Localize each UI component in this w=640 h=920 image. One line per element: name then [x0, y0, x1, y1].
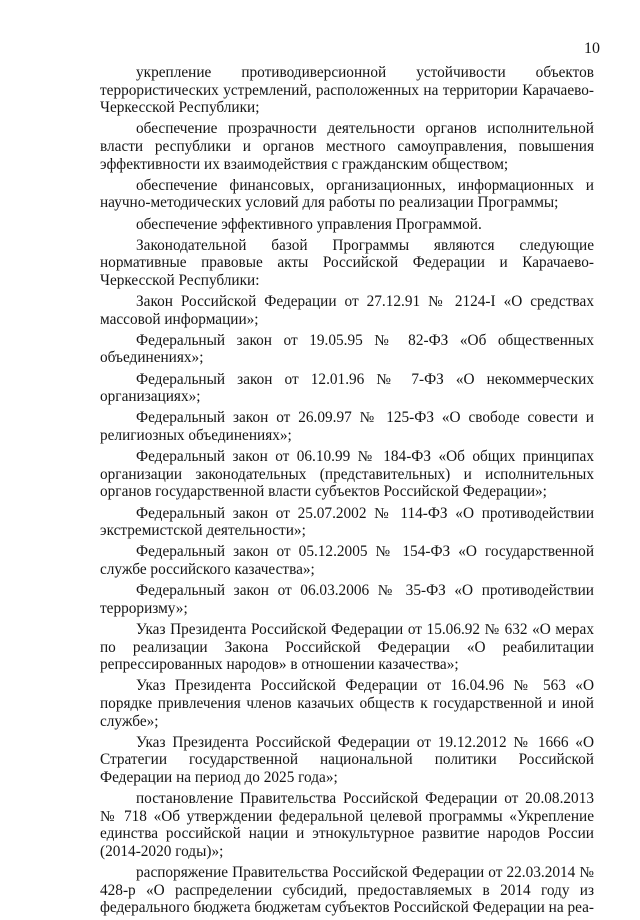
paragraph: Федеральный закон от 25.07.2002 № 114-ФЗ «О противодействии экстремистской деятельности»;: [100, 504, 594, 540]
paragraph: обеспечение финансовых, организационных, информационных и научно-методических условий для работы по реализации Программы;: [100, 176, 594, 212]
paragraph: укрепление противодиверсионной устойчивости объектов террористических устремлений, расположенных на территории Карачаево-Черкесской Республики;: [100, 64, 594, 117]
paragraph: Законодательной базой Программы являются следующие нормативные правовые акты Российской Федерации и Карачаево-Черкесской Республики:: [100, 236, 594, 289]
paragraph: обеспечение прозрачности деятельности органов исполнительной власти республики и органов местного самоуправления, повышения эффективности их взаимодействия с гражданским обществом;: [100, 120, 594, 173]
paragraph: Федеральный закон от 19.05.95 № 82-ФЗ «Об общественных объединениях»;: [100, 331, 594, 367]
paragraph: Федеральный закон от 06.10.99 № 184-ФЗ «Об общих принципах организации законодательных (представительных) и исполнительных органов государственной власти субъектов Российской Федерации»;: [100, 448, 594, 501]
paragraph: Федеральный закон от 12.01.96 № 7-ФЗ «О некоммерческих организациях»;: [100, 370, 594, 406]
document-body: [100, 64, 594, 920]
paragraph: постановление Правительства Российской Федерации от 20.08.2013 № 718 «Об утверждении федеральной целевой программы «Укрепление единства российской нации и этнокультурное развитие народов России (2014-2020 годы)»;: [100, 790, 594, 860]
paragraph: Указ Президента Российской Федерации от 15.06.92 № 632 «О мерах по реализации Закона Российской Федерации «О реабилитации репрессированных народов» в отношении казачества»;: [100, 620, 594, 674]
paragraph: Закон Российской Федерации от 27.12.91 № 2124-I «О средствах массовой информации»;: [100, 293, 594, 328]
paragraph: Федеральный закон от 05.12.2005 № 154-ФЗ «О государственной службе российского казачества»;: [100, 543, 594, 578]
paragraph: Указ Президента Российской Федерации от 16.04.96 № 563 «О порядке привлечения членов казачьих обществ к государственной и иной службе»;: [100, 677, 594, 730]
paragraph: обеспечение эффективного управления Программой.: [136, 215, 482, 233]
paragraph: Федеральный закон от 26.09.97 № 125-ФЗ «О свободе совести и религиозных объединениях»;: [100, 409, 594, 445]
page-number: 10: [584, 40, 600, 57]
paragraph: Федеральный закон от 06.03.2006 № 35-ФЗ «О противодействии терроризму»;: [100, 582, 594, 617]
paragraph: распоряжение Правительства Российской Федерации от 22.03.2014 № 428-р «О распределении субсидий, предоставляемых в 2014 году из федерального бюджета бюджетам субъектов Российской Федерации на реа-: [100, 864, 594, 917]
paragraph: Указ Президента Российской Федерации от 19.12.2012 № 1666 «О Стратегии государственной национальной политики Российской Федерации на период до 2025 года»;: [100, 733, 594, 786]
